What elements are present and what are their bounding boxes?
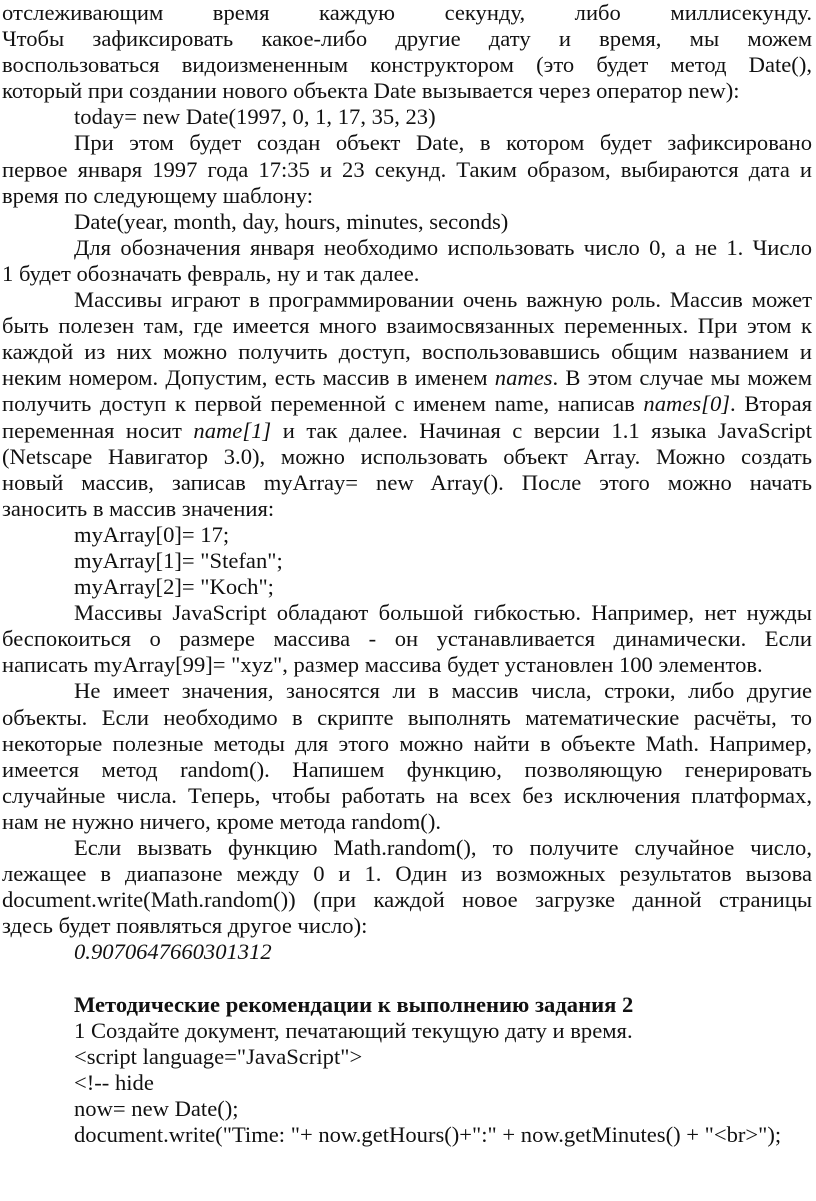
text-line: воспользоваться видоизмененным конструктором (это будет метод Date(), (2, 52, 812, 78)
text-line: время по следующему шаблону: (2, 182, 314, 208)
blank-line (2, 965, 812, 991)
text-line: отслеживающим время каждую секунду, либо миллисекунду. (2, 0, 812, 25)
text-line: случайные числа. Теперь, чтобы работать на всех без исключения платформах, (2, 782, 812, 808)
text-line: заносить в массив значения: (2, 495, 275, 521)
text-line: новый массив, записав myArray= new Array(). После этого можно начать (2, 469, 812, 495)
text-line: быть полезен там, где имеется много взаимосвязанных переменных. При этом к (2, 313, 812, 339)
text-line: каждой из них можно получить доступ, воспользовавшись общим названием и (2, 339, 812, 365)
task-line: 1 Создайте документ, печатающий текущую дату и время. (74, 1017, 633, 1043)
paragraph-start-line: Не имеет значения, заносятся ли в массив числа, строки, либо другие (74, 678, 812, 704)
text-line: здесь будет появляться другое число): (2, 913, 368, 939)
text-segment: и так далее. Начиная с версии 1.1 языка JavaScript (271, 417, 812, 443)
text-line: первое января 1997 года 17:35 и 23 секунд. Таким образом, выбираются дата и (2, 156, 812, 182)
code-line: now= new Date(); (74, 1095, 239, 1121)
text-line: который при создании нового объекта Date вызывается через оператор new): (2, 78, 740, 104)
paragraph-start-line: При этом будет создан объект Date, в котором будет зафиксировано (74, 130, 812, 156)
paragraph-start-line: Для обозначения января необходимо использовать число 0, а не 1. Число (74, 234, 812, 260)
text-line: (Netscape Навигатор 3.0), можно использовать объект Array. Можно создать (2, 443, 812, 469)
italic-term: names[0] (643, 391, 731, 417)
code-line: document.write("Time: "+ now.getHours()+":" + now.getMinutes() + "<br>"); (74, 1122, 782, 1148)
text-segment: . Вторая (730, 391, 812, 417)
text-line: написать myArray[99]= "xyz", размер массива будет установлен 100 элементов. (2, 652, 763, 678)
text-line: 1 будет обозначать февраль, ну и так далее. (2, 260, 420, 286)
code-line: today= new Date(1997, 0, 1, 17, 35, 23) (74, 104, 436, 130)
random-result-value: 0.9070647660301312 (74, 939, 272, 965)
code-line: myArray[0]= 17; (74, 521, 230, 547)
section-heading: Методические рекомендации к выполнению задания 2 (74, 991, 634, 1017)
code-line: <script language="JavaScript"> (74, 1043, 363, 1069)
text-segment: переменная носит (2, 417, 194, 443)
text-line (2, 365, 812, 391)
italic-term: names (494, 365, 553, 391)
code-line: Date(year, month, day, hours, minutes, seconds) (74, 208, 509, 234)
text-line: объекты. Если необходимо в скрипте выполнять математические расчёты, то (2, 704, 812, 730)
code-line: myArray[1]= "Stefan"; (74, 547, 283, 573)
text-line (2, 418, 812, 444)
text-line: имеется метод random(). Напишем функцию, позволяющую генерировать (2, 756, 812, 782)
text-line: document.write(Math.random()) (при каждой новое загрузке данной страницы (2, 887, 812, 913)
paragraph-start-line: Массивы играют в программировании очень важную роль. Массив может (74, 287, 812, 313)
text-line (2, 391, 812, 417)
code-line: myArray[2]= "Koch"; (74, 574, 274, 600)
text-segment: . В этом случае мы можем (552, 365, 812, 391)
paragraph-start-line: Массивы JavaScript обладают большой гибкостью. Например, нет нужды (74, 600, 812, 626)
text-line: Чтобы зафиксировать какое-либо другие дату и время, мы можем (2, 26, 812, 52)
text-line: нам не нужно ничего, кроме метода random(). (2, 808, 441, 834)
text-line: некоторые полезные методы для этого можно найти в объекте Math. Например, (2, 730, 812, 756)
italic-term: name[1] (193, 417, 272, 443)
text-line: лежащее в диапазоне между 0 и 1. Один из возможных результатов вызова (2, 861, 812, 887)
text-segment: неким номером. Допустим, есть массив в именем (2, 365, 495, 391)
text-segment: получить доступ к первой переменной с именем name, написав (2, 391, 644, 417)
text-line: беспокоиться о размере массива - он устанавливается динамически. Если (2, 626, 812, 652)
paragraph-start-line: Если вызвать функцию Math.random(), то получите случайное число, (74, 835, 812, 860)
code-line: <!-- hide (74, 1069, 154, 1095)
